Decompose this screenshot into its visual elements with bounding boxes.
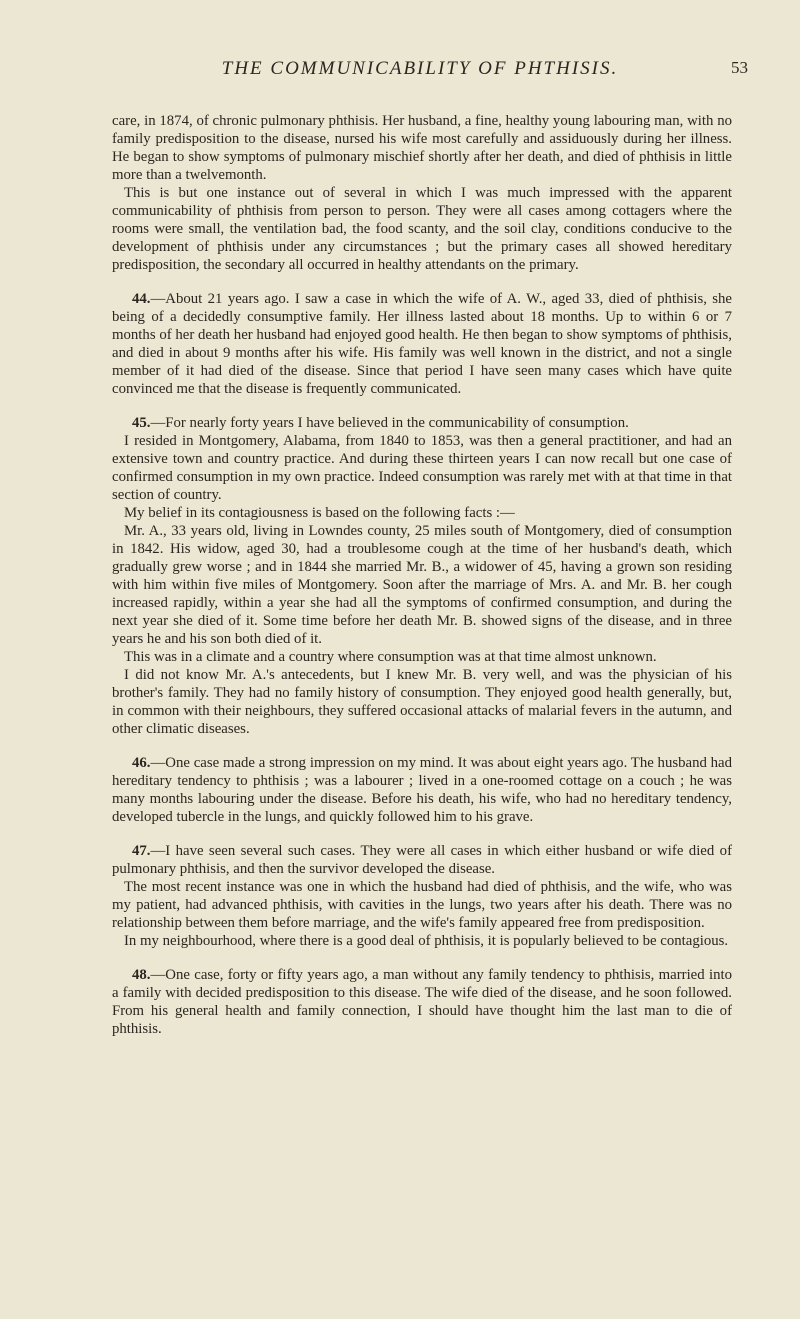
- paragraph-text: I resided in Montgomery, Alabama, from 1840 to 1853, was then a general practitioner, and had an extensive town and country practice. And during these thirteen years I can now recall but one case of confirmed consumption in my own practice. Indeed consumption was rarely met with at that time in that section of country.: [112, 433, 732, 503]
- paragraph: [112, 432, 732, 504]
- section-number: 44.: [132, 291, 151, 307]
- section-46: [112, 754, 732, 826]
- section-44: [112, 290, 732, 398]
- paragraph-text: —One case made a strong impression on my mind. It was about eight years ago. The husband had hereditary tendency to phthisis ; was a labourer ; lived in a one-roomed cottage on a couch ; he was many months labouring under the disease. Before his death, his wife, who had no hereditary tendency, developed tubercle in the lungs, and quickly followed him to his grave.: [112, 755, 732, 825]
- paragraph: [112, 522, 732, 648]
- paragraph: [112, 666, 732, 738]
- paragraph-text: Mr. A., 33 years old, living in Lowndes county, 25 miles south of Montgomery, died of consumption in 1842. His widow, aged 30, had a troublesome cough at the time of her husband's death, which gradually grew worse ; and in 1844 she married Mr. B., a widower of 45, having a grown son residing with him within five miles of Montgomery. Soon after the marriage of Mrs. A. and Mr. B. her cough increased rapidly, within a year she had all the symptoms of confirmed consumption, and during the next year she died of it. Some time before her death Mr. B. showed signs of the disease, and in three years he and his son both died of it.: [112, 523, 732, 647]
- paragraph-text: The most recent instance was one in which the husband had died of phthisis, and the wife, who was my patient, had advanced phthisis, with cavities in the lungs, two years after his death. There was no relationship between them before marriage, and the wife's family appeared free from predisposition.: [112, 879, 732, 931]
- paragraph: [112, 878, 732, 932]
- paragraph-continued: [112, 112, 732, 184]
- paragraph-text: —I have seen several such cases. They were all cases in which either husband or wife died of pulmonary phthisis, and then the survivor developed the disease.: [112, 843, 732, 877]
- page-number: 53: [731, 58, 748, 77]
- paragraph-text: —One case, forty or fifty years ago, a man without any family tendency to phthisis, married into a family with decided predisposition to this disease. The wife died of the disease, and he soon followed. From his general health and family connection, I should have thought him the last man to die of phthisis.: [112, 967, 732, 1037]
- paragraph-text: This was in a climate and a country where consumption was at that time almost unknown.: [124, 649, 657, 665]
- section-45: [112, 414, 732, 432]
- paragraph: [112, 648, 732, 666]
- page-header: [110, 58, 748, 86]
- paragraph-text: care, in 1874, of chronic pulmonary phthisis. Her husband, a fine, healthy young labouring man, with no family predisposition to the disease, nursed his wife most carefully and assiduously during her illness. He began to show symptoms of pulmonary mischief shortly after her death, and died of phthisis in little more than a twelvemonth.: [112, 113, 732, 183]
- section-47: [112, 842, 732, 878]
- section-number: 48.: [132, 967, 151, 983]
- section-number: 45.: [132, 415, 151, 431]
- section-number: 47.: [132, 843, 151, 859]
- section-number: 46.: [132, 755, 151, 771]
- section-48: [112, 966, 732, 1038]
- paragraph: [112, 932, 732, 950]
- paragraph-text: This is but one instance out of several in which I was much impressed with the apparent communicability of phthisis from person to person. They were all cases among cottagers where the rooms were small, the ventilation bad, the food scanty, and the soil clay, conditions conducive to the development of phthisis under any circumstances ; but the primary cases all showed hereditary predisposition, the secondary all occurred in healthy attendants on the primary.: [112, 185, 732, 273]
- paragraph-text: In my neighbourhood, where there is a good deal of phthisis, it is popularly believed to be contagious.: [124, 933, 729, 949]
- paragraph: [112, 504, 732, 522]
- paragraph: [112, 184, 732, 274]
- body-text: [112, 112, 732, 1038]
- running-title: THE COMMUNICABILITY OF PHTHISIS.: [221, 58, 619, 79]
- paragraph-text: —For nearly forty years I have believed in the communicability of consumption.: [150, 415, 629, 431]
- paragraph-text: My belief in its contagiousness is based on the following facts :—: [124, 505, 515, 521]
- paragraph-text: —About 21 years ago. I saw a case in which the wife of A. W., aged 33, died of phthisis, she being of a decidedly consumptive family. Her illness lasted about 18 months. Up to within 6 or 7 months of her death her husband had enjoyed good health. He then began to show symptoms of phthisis, and died in about 9 months after his wife. His family was well known in the district, and not a single member of it had died of the disease. Since that period I have seen many cases which have quite convinced me that the disease is frequently communicated.: [112, 291, 732, 397]
- paragraph-text: I did not know Mr. A.'s antecedents, but I knew Mr. B. very well, and was the physician of his brother's family. They had no family history of consumption. They enjoyed good health generally, but, in common with their neighbours, they suffered occasional attacks of malarial fevers in the autumn, and other climatic diseases.: [112, 667, 732, 737]
